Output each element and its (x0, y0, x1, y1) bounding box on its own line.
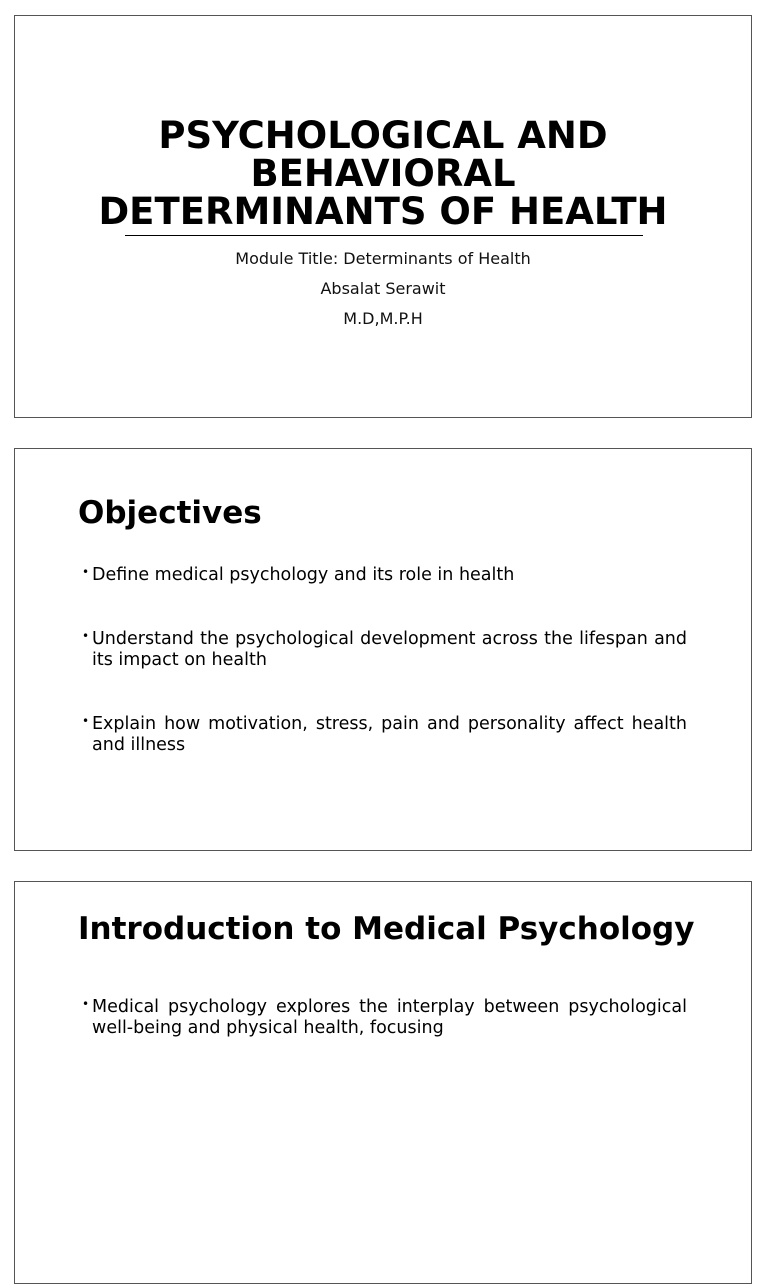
slide-heading: Introduction to Medical Psychology (78, 911, 695, 947)
list-item (78, 997, 687, 1039)
list-item (78, 565, 687, 586)
author-name: Absalat Serawit (320, 279, 446, 298)
slide-heading: Objectives (78, 495, 262, 531)
module-title: Module Title: Determinants of Health (235, 249, 531, 268)
bullet-icon: • (82, 565, 90, 579)
title-line: BEHAVIORAL (250, 152, 516, 195)
bullet-text: Understand the psychological development across the lifespan and its impact on health (92, 629, 687, 670)
bullet-list (78, 997, 687, 1039)
bullet-icon: • (82, 997, 90, 1011)
presentation-title (15, 114, 751, 233)
bullet-list (78, 565, 687, 799)
bullet-icon: • (82, 714, 90, 728)
slide-objectives (14, 448, 752, 851)
list-item (78, 629, 687, 671)
slide-introduction (14, 881, 752, 1284)
bullet-icon: • (82, 629, 90, 643)
title-line: DETERMINANTS OF HEALTH (98, 190, 668, 233)
title-underline-divider (125, 235, 643, 236)
bullet-text: Medical psychology explores the interplay between psychological well-being and physical health, focusing (92, 997, 687, 1038)
slide-title (14, 15, 752, 418)
list-item (78, 714, 687, 756)
author-credentials: M.D,M.P.H (343, 309, 423, 328)
title-block (15, 114, 751, 233)
subtitle-block (15, 244, 751, 334)
bullet-text: Explain how motivation, stress, pain and personality affect health and illness (92, 714, 687, 755)
bullet-text: Define medical psychology and its role in health (92, 565, 515, 585)
title-line: PSYCHOLOGICAL AND (158, 114, 608, 157)
